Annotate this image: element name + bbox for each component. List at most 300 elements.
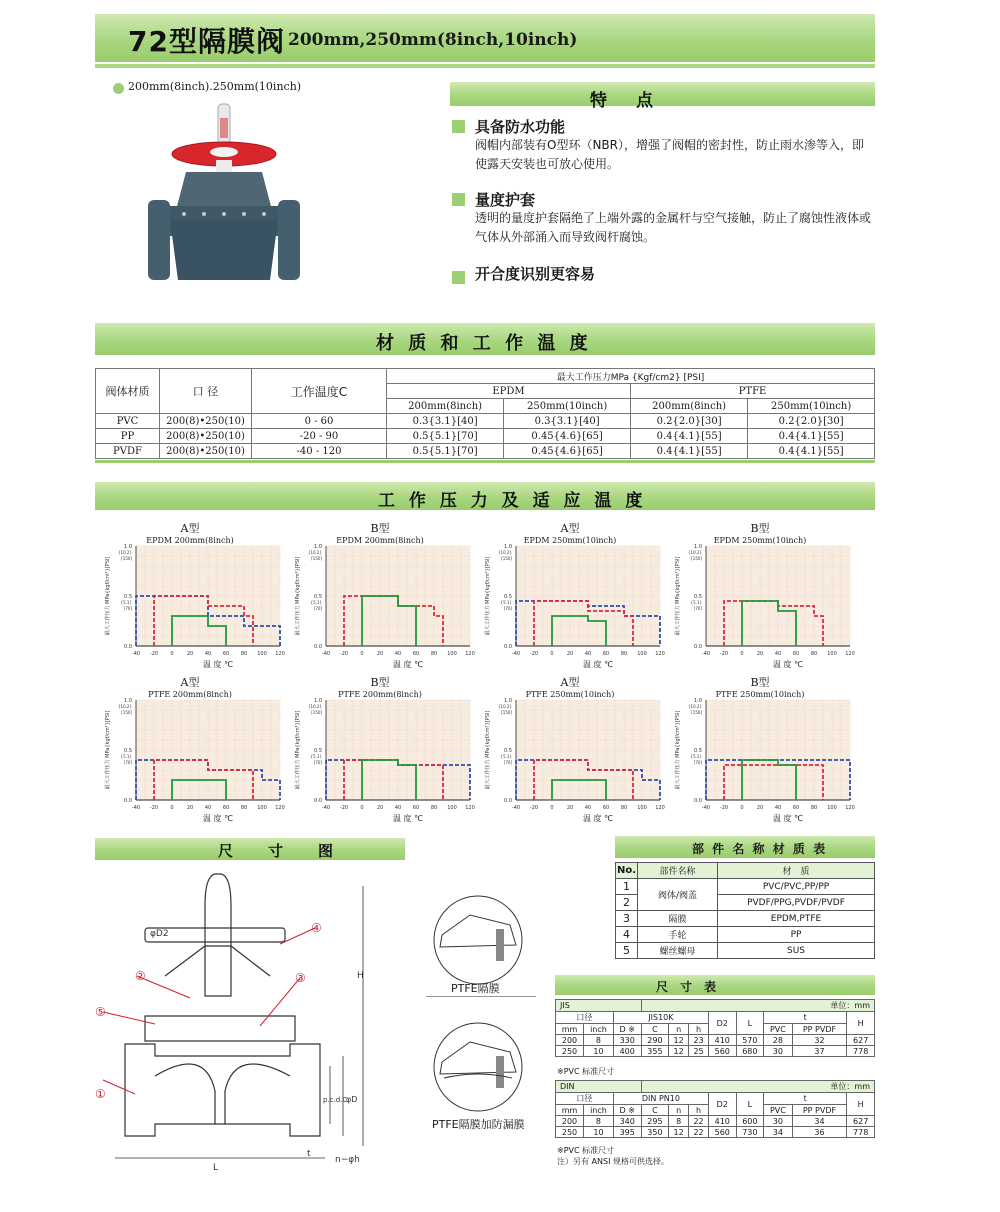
cell: 200(8)•250(10) [160, 414, 252, 429]
cell: PP PVDF [792, 1024, 847, 1035]
x-tick-label: -40 [131, 651, 141, 657]
x-tick-label: 60 [412, 651, 420, 657]
cell: 8 [584, 1035, 614, 1046]
cell: 0.3{3.1}[40] [387, 414, 504, 429]
table-row [556, 1046, 875, 1057]
x-tick-label: -40 [131, 805, 141, 811]
cell: 0.4{4.1}[55] [748, 444, 875, 459]
y-axis-label: 最大工作压力 MPa{kgf/cm²}[PSI] [105, 710, 111, 790]
x-tick-label: 20 [756, 805, 764, 811]
cell: 570 [736, 1035, 764, 1046]
x-tick-label: 60 [412, 805, 420, 811]
y-tick-sub: [70] [693, 606, 702, 611]
y-tick-sub: [70] [503, 606, 512, 611]
cell: 34 [764, 1127, 793, 1138]
table-row [96, 444, 875, 459]
cell: 0.3{3.1}[40] [504, 414, 631, 429]
callout-3: ③ [295, 971, 306, 985]
callout-1: ① [95, 1087, 106, 1101]
subcol: 200mm(8inch) [387, 399, 504, 414]
cell: PVC/PVC,PP/PP [718, 879, 875, 895]
cell: 28 [764, 1035, 793, 1046]
cell: 阀体/阀盖 [638, 879, 718, 911]
cell: inch [584, 1105, 614, 1116]
cell: 0.2{2.0}[30] [748, 414, 875, 429]
cell: 0.4{4.1}[55] [748, 429, 875, 444]
table-rule [95, 460, 875, 463]
cell: 10 [584, 1127, 614, 1138]
cell: 8 [584, 1116, 614, 1127]
cell: C [641, 1024, 669, 1035]
jis-note: ※PVC 标准尺寸 [557, 1067, 615, 1076]
x-tick-label: 40 [774, 805, 782, 811]
page-title: 72型隔膜阀 [128, 25, 285, 58]
y-tick-label: 0.0 [124, 798, 132, 804]
cell: inch [584, 1024, 614, 1035]
chart-subtitle: EPDM 200mm(8inch) [146, 536, 234, 545]
cell: C [641, 1105, 669, 1116]
parts-table [615, 862, 875, 959]
feature-marker [452, 271, 465, 284]
features-bar [450, 82, 875, 106]
materials-table [95, 368, 875, 459]
y-tick-label: 1.0 [314, 698, 322, 704]
cell: 37 [792, 1046, 847, 1057]
charts-title: 工 作 压 力 及 适 应 温 度 [378, 491, 647, 511]
table-row [96, 429, 875, 444]
x-tick-label: 40 [204, 805, 212, 811]
y-tick-sub: [70] [503, 760, 512, 765]
y-tick-sub: {5.1} [120, 600, 132, 605]
cell: PP [96, 429, 160, 444]
cell: mm [556, 1024, 584, 1035]
y-tick-sub: [70] [313, 760, 322, 765]
parts-title: 部 件 名 称 材 质 表 [692, 842, 828, 856]
dim-table-jis [555, 999, 875, 1057]
x-tick-label: -20 [719, 651, 729, 657]
y-tick-sub: {5.1} [310, 754, 322, 759]
y-tick-sub: [150] [501, 556, 512, 561]
y-tick-label: 0.0 [124, 644, 132, 650]
feature-heading-1: 具备防水功能 [475, 118, 566, 136]
chart-title: B型 [370, 522, 390, 535]
x-tick-label: 0 [740, 651, 744, 657]
y-tick-sub: [150] [121, 556, 132, 561]
col-temp: 工作温度C [252, 369, 387, 414]
y-tick-label: 1.0 [124, 544, 132, 550]
cell: PVDF/PPG,PVDF/PVDF [718, 895, 875, 911]
dim-title: 尺 寸 表 [656, 980, 717, 994]
ptfe-label: PTFE隔膜 [451, 982, 500, 995]
cell: 350 [641, 1127, 669, 1138]
cell: 0.4{4.1}[55] [630, 444, 747, 459]
cell: 0.2{2.0}[30] [630, 414, 747, 429]
y-tick-sub: {5.1} [690, 754, 702, 759]
y-tick-sub: {10.2} [498, 704, 512, 709]
cell: 730 [736, 1127, 764, 1138]
cell: D2 [708, 1012, 736, 1035]
y-tick-label: 0.0 [314, 798, 322, 804]
cell: 10 [584, 1046, 614, 1057]
y-tick-label: 1.0 [694, 544, 702, 550]
cell: 36 [792, 1127, 847, 1138]
cell: 290 [641, 1035, 669, 1046]
x-tick-label: 80 [810, 805, 818, 811]
x-tick-label: 120 [845, 651, 855, 657]
y-tick-label: 0.5 [124, 594, 132, 600]
pressure-chart [290, 672, 475, 823]
y-axis-label: 最大工作压力 MPa{kgf/cm²}[PSI] [295, 556, 301, 636]
cell: 0.45{4.6}[65] [504, 444, 631, 459]
cell: 295 [641, 1116, 669, 1127]
label-t: t [307, 1149, 311, 1159]
cell: L [736, 1012, 764, 1035]
cell: 0.5{5.1}[70] [387, 429, 504, 444]
x-tick-label: 0 [740, 805, 744, 811]
chart-title: A型 [180, 676, 200, 689]
x-tick-label: 20 [376, 651, 384, 657]
y-tick-sub: {5.1} [500, 754, 512, 759]
x-tick-label: 20 [566, 805, 574, 811]
cell: 410 [708, 1116, 736, 1127]
cell: PVDF [96, 444, 160, 459]
label-d2: φD2 [150, 929, 169, 939]
chart-title: B型 [370, 676, 390, 689]
y-tick-label: 1.0 [124, 698, 132, 704]
cell: n [669, 1105, 689, 1116]
x-tick-label: 20 [566, 651, 574, 657]
ptfe-detail [430, 895, 530, 990]
x-tick-label: 120 [845, 805, 855, 811]
cell: SUS [718, 943, 875, 959]
pressure-chart [480, 518, 665, 669]
x-tick-label: 80 [240, 805, 248, 811]
cell: 12 [669, 1046, 689, 1057]
cell: 4 [616, 927, 638, 943]
x-axis-label: 温 度 ℃ [772, 814, 804, 823]
x-tick-label: 20 [756, 651, 764, 657]
cell: 34 [792, 1116, 847, 1127]
cell: 627 [847, 1116, 875, 1127]
chart-title: B型 [750, 676, 770, 689]
col-size: 口 径 [160, 369, 252, 414]
cell: H [847, 1012, 875, 1035]
y-tick-label: 0.5 [504, 748, 512, 754]
cell: 30 [764, 1046, 793, 1057]
feature-marker [452, 193, 465, 206]
cell: 8 [669, 1116, 689, 1127]
x-tick-label: -40 [321, 805, 331, 811]
y-tick-sub: {10.2} [118, 704, 132, 709]
x-axis-label: 温 度 ℃ [202, 660, 234, 669]
cell: 600 [736, 1116, 764, 1127]
x-tick-label: 80 [240, 651, 248, 657]
cell: H [847, 1093, 875, 1116]
materials-title: 材 质 和 工 作 温 度 [376, 333, 592, 354]
x-tick-label: 120 [465, 805, 475, 811]
cell: h [689, 1024, 709, 1035]
cell: 0.5{5.1}[70] [387, 444, 504, 459]
cell: t [764, 1012, 847, 1024]
cell: PVC [764, 1024, 793, 1035]
header-rule [95, 64, 875, 68]
y-axis-label: 最大工作压力 MPa{kgf/cm²}[PSI] [675, 556, 681, 636]
cell: t [764, 1093, 847, 1105]
callout-4: ④ [311, 921, 322, 935]
y-tick-sub: [70] [123, 606, 132, 611]
std-label: DIN [556, 1081, 642, 1093]
y-tick-label: 1.0 [694, 698, 702, 704]
parts-header: 材 质 [718, 863, 875, 879]
x-tick-label: 80 [430, 805, 438, 811]
ptfe-rule [426, 996, 536, 997]
x-tick-label: 60 [602, 805, 610, 811]
subcol: 250mm(10inch) [504, 399, 631, 414]
x-tick-label: -40 [701, 805, 711, 811]
x-tick-label: 80 [620, 651, 628, 657]
y-tick-label: 0.5 [314, 748, 322, 754]
cell: DIN PN10 [613, 1093, 708, 1105]
label-nh: n−φh [335, 1155, 360, 1165]
label-h: H [357, 971, 364, 981]
cell: 560 [708, 1046, 736, 1057]
y-tick-sub: [150] [691, 710, 702, 715]
label-d: φD [346, 1095, 358, 1104]
y-tick-sub: {5.1} [690, 600, 702, 605]
cell: 22 [689, 1127, 709, 1138]
y-tick-sub: [70] [313, 606, 322, 611]
cell: -20 - 90 [252, 429, 387, 444]
x-tick-label: -20 [339, 651, 349, 657]
pressure-chart [670, 672, 855, 823]
cell: 5 [616, 943, 638, 959]
x-tick-label: 60 [792, 651, 800, 657]
cell: D ※ [613, 1105, 641, 1116]
cell: n [669, 1024, 689, 1035]
x-tick-label: -40 [701, 651, 711, 657]
table-row [96, 414, 875, 429]
x-axis-label: 温 度 ℃ [582, 814, 614, 823]
cell: 560 [708, 1127, 736, 1138]
chart-subtitle: PTFE 200mm(8inch) [148, 690, 232, 699]
x-tick-label: 100 [637, 651, 647, 657]
cell: 395 [613, 1127, 641, 1138]
y-tick-sub: {10.2} [118, 550, 132, 555]
x-tick-label: -40 [511, 651, 521, 657]
y-tick-label: 1.0 [504, 544, 512, 550]
table-row [556, 1116, 875, 1127]
cell: 2 [616, 895, 638, 911]
cell: PP PVDF [792, 1105, 847, 1116]
y-tick-label: 0.0 [694, 798, 702, 804]
cell: PP [718, 927, 875, 943]
y-tick-sub: [70] [693, 760, 702, 765]
x-tick-label: 0 [170, 805, 174, 811]
y-tick-label: 0.0 [504, 798, 512, 804]
label-l: L [213, 1163, 219, 1173]
pressure-chart [670, 518, 855, 669]
cell: L [736, 1093, 764, 1116]
feature-marker [452, 120, 465, 133]
pressure-header: 最大工作压力MPa {Kgf/cm2} [PSI] [387, 369, 875, 384]
x-tick-label: 100 [257, 805, 267, 811]
cell: mm [556, 1105, 584, 1116]
y-tick-label: 0.5 [314, 594, 322, 600]
y-axis-label: 最大工作压力 MPa{kgf/cm²}[PSI] [105, 556, 111, 636]
pressure-chart [480, 672, 665, 823]
y-tick-label: 0.0 [694, 644, 702, 650]
x-tick-label: -40 [321, 651, 331, 657]
x-tick-label: -20 [529, 805, 539, 811]
cell: 330 [613, 1035, 641, 1046]
cell: PVC [96, 414, 160, 429]
y-tick-sub: [150] [121, 710, 132, 715]
x-tick-label: 120 [465, 651, 475, 657]
x-tick-label: 120 [655, 805, 665, 811]
x-tick-label: 100 [827, 651, 837, 657]
x-tick-label: 80 [620, 805, 628, 811]
pressure-chart [100, 672, 285, 823]
chart-subtitle: EPDM 200mm(8inch) [336, 536, 424, 545]
y-tick-sub: [150] [311, 710, 322, 715]
cell: EPDM,PTFE [718, 911, 875, 927]
cell: 1 [616, 879, 638, 895]
y-tick-label: 1.0 [504, 698, 512, 704]
cell: 200 [556, 1035, 584, 1046]
x-tick-label: 0 [360, 805, 364, 811]
y-tick-label: 0.0 [504, 644, 512, 650]
cell: 25 [689, 1046, 709, 1057]
cell: 3 [616, 911, 638, 927]
chart-subtitle: EPDM 250mm(10inch) [713, 536, 807, 545]
dim-table-din [555, 1080, 875, 1138]
table-row [616, 911, 875, 927]
cell: 口径 [556, 1012, 614, 1024]
y-tick-sub: {10.2} [308, 550, 322, 555]
cell: 隔膜 [638, 911, 718, 927]
din-note: ※PVC 标准尺寸 [557, 1146, 615, 1155]
x-tick-label: 40 [584, 805, 592, 811]
table-row [616, 943, 875, 959]
cell: 778 [847, 1046, 875, 1057]
cell: 12 [669, 1035, 689, 1046]
x-axis-label: 温 度 ℃ [202, 814, 234, 823]
y-axis-label: 最大工作压力 MPa{kgf/cm²}[PSI] [485, 710, 491, 790]
x-tick-label: 100 [257, 651, 267, 657]
x-tick-label: 40 [394, 651, 402, 657]
y-tick-sub: {10.2} [688, 550, 702, 555]
cell: 355 [641, 1046, 669, 1057]
x-axis-label: 温 度 ℃ [772, 660, 804, 669]
dimension-drawing [95, 866, 385, 1176]
cell: 12 [669, 1127, 689, 1138]
y-tick-sub: [150] [311, 556, 322, 561]
x-tick-label: 0 [360, 651, 364, 657]
col-body: 阀体材质 [96, 369, 160, 414]
y-tick-sub: [70] [123, 760, 132, 765]
x-tick-label: 60 [222, 805, 230, 811]
cell: 680 [736, 1046, 764, 1057]
chart-title: A型 [560, 522, 580, 535]
x-tick-label: 40 [204, 651, 212, 657]
cell: 32 [792, 1035, 847, 1046]
y-tick-sub: {10.2} [498, 550, 512, 555]
cell: 410 [708, 1035, 736, 1046]
subcol: 200mm(8inch) [630, 399, 747, 414]
x-tick-label: 100 [637, 805, 647, 811]
table-row [616, 879, 875, 895]
cell: 30 [764, 1116, 793, 1127]
bullet-dot [113, 83, 124, 94]
cell: D2 [708, 1093, 736, 1116]
y-tick-sub: [150] [501, 710, 512, 715]
cell: -40 - 120 [252, 444, 387, 459]
cell: 200(8)•250(10) [160, 429, 252, 444]
cell: 250 [556, 1127, 584, 1138]
x-axis-label: 温 度 ℃ [392, 660, 424, 669]
x-tick-label: 100 [447, 651, 457, 657]
x-tick-label: 80 [430, 651, 438, 657]
x-tick-label: 0 [170, 651, 174, 657]
y-tick-label: 0.5 [124, 748, 132, 754]
cell: h [689, 1105, 709, 1116]
y-tick-sub: {5.1} [310, 600, 322, 605]
x-tick-label: -20 [149, 651, 159, 657]
x-tick-label: 0 [550, 651, 554, 657]
x-tick-label: 0 [550, 805, 554, 811]
cell: 0.4{4.1}[55] [630, 429, 747, 444]
table-row [556, 1035, 875, 1046]
cell: PVC [764, 1105, 793, 1116]
pressure-chart [100, 518, 285, 669]
cell: 400 [613, 1046, 641, 1057]
cell: 手轮 [638, 927, 718, 943]
cell: 250 [556, 1046, 584, 1057]
x-tick-label: 40 [584, 651, 592, 657]
cell: 22 [689, 1116, 709, 1127]
x-tick-label: 120 [275, 651, 285, 657]
dimensions-title: 尺 寸 图 [218, 842, 344, 860]
unit-label: 单位：mm [641, 1000, 874, 1012]
x-tick-label: -20 [339, 805, 349, 811]
cell: 200(8)•250(10) [160, 444, 252, 459]
x-tick-label: -20 [149, 805, 159, 811]
chart-subtitle: PTFE 200mm(8inch) [338, 690, 422, 699]
cell: 340 [613, 1116, 641, 1127]
ptfe-leak-detail [430, 1022, 530, 1117]
callout-2: ② [135, 969, 146, 983]
x-tick-label: -20 [719, 805, 729, 811]
x-tick-label: 120 [655, 651, 665, 657]
x-tick-label: 40 [394, 805, 402, 811]
cell: JIS10K [613, 1012, 708, 1024]
chart-subtitle: EPDM 250mm(10inch) [523, 536, 617, 545]
x-tick-label: 60 [792, 805, 800, 811]
y-tick-sub: [150] [691, 556, 702, 561]
valve-photo [140, 100, 320, 310]
chart-title: A型 [560, 676, 580, 689]
chart-title: A型 [180, 522, 200, 535]
y-tick-sub: {5.1} [500, 600, 512, 605]
group-epdm: EPDM [387, 384, 631, 399]
chart-subtitle: PTFE 250mm(10inch) [525, 690, 615, 699]
feature-text-1: 阀帽内部装有O型环（NBR），增强了阀帽的密封性，防止雨水渗等入，即使露天安装也可放心使用。 [475, 138, 864, 171]
y-axis-label: 最大工作压力 MPa{kgf/cm²}[PSI] [485, 556, 491, 636]
cell: 口径 [556, 1093, 614, 1105]
callout-5: ⑤ [95, 1005, 106, 1019]
x-tick-label: 20 [186, 805, 194, 811]
cell: 778 [847, 1127, 875, 1138]
